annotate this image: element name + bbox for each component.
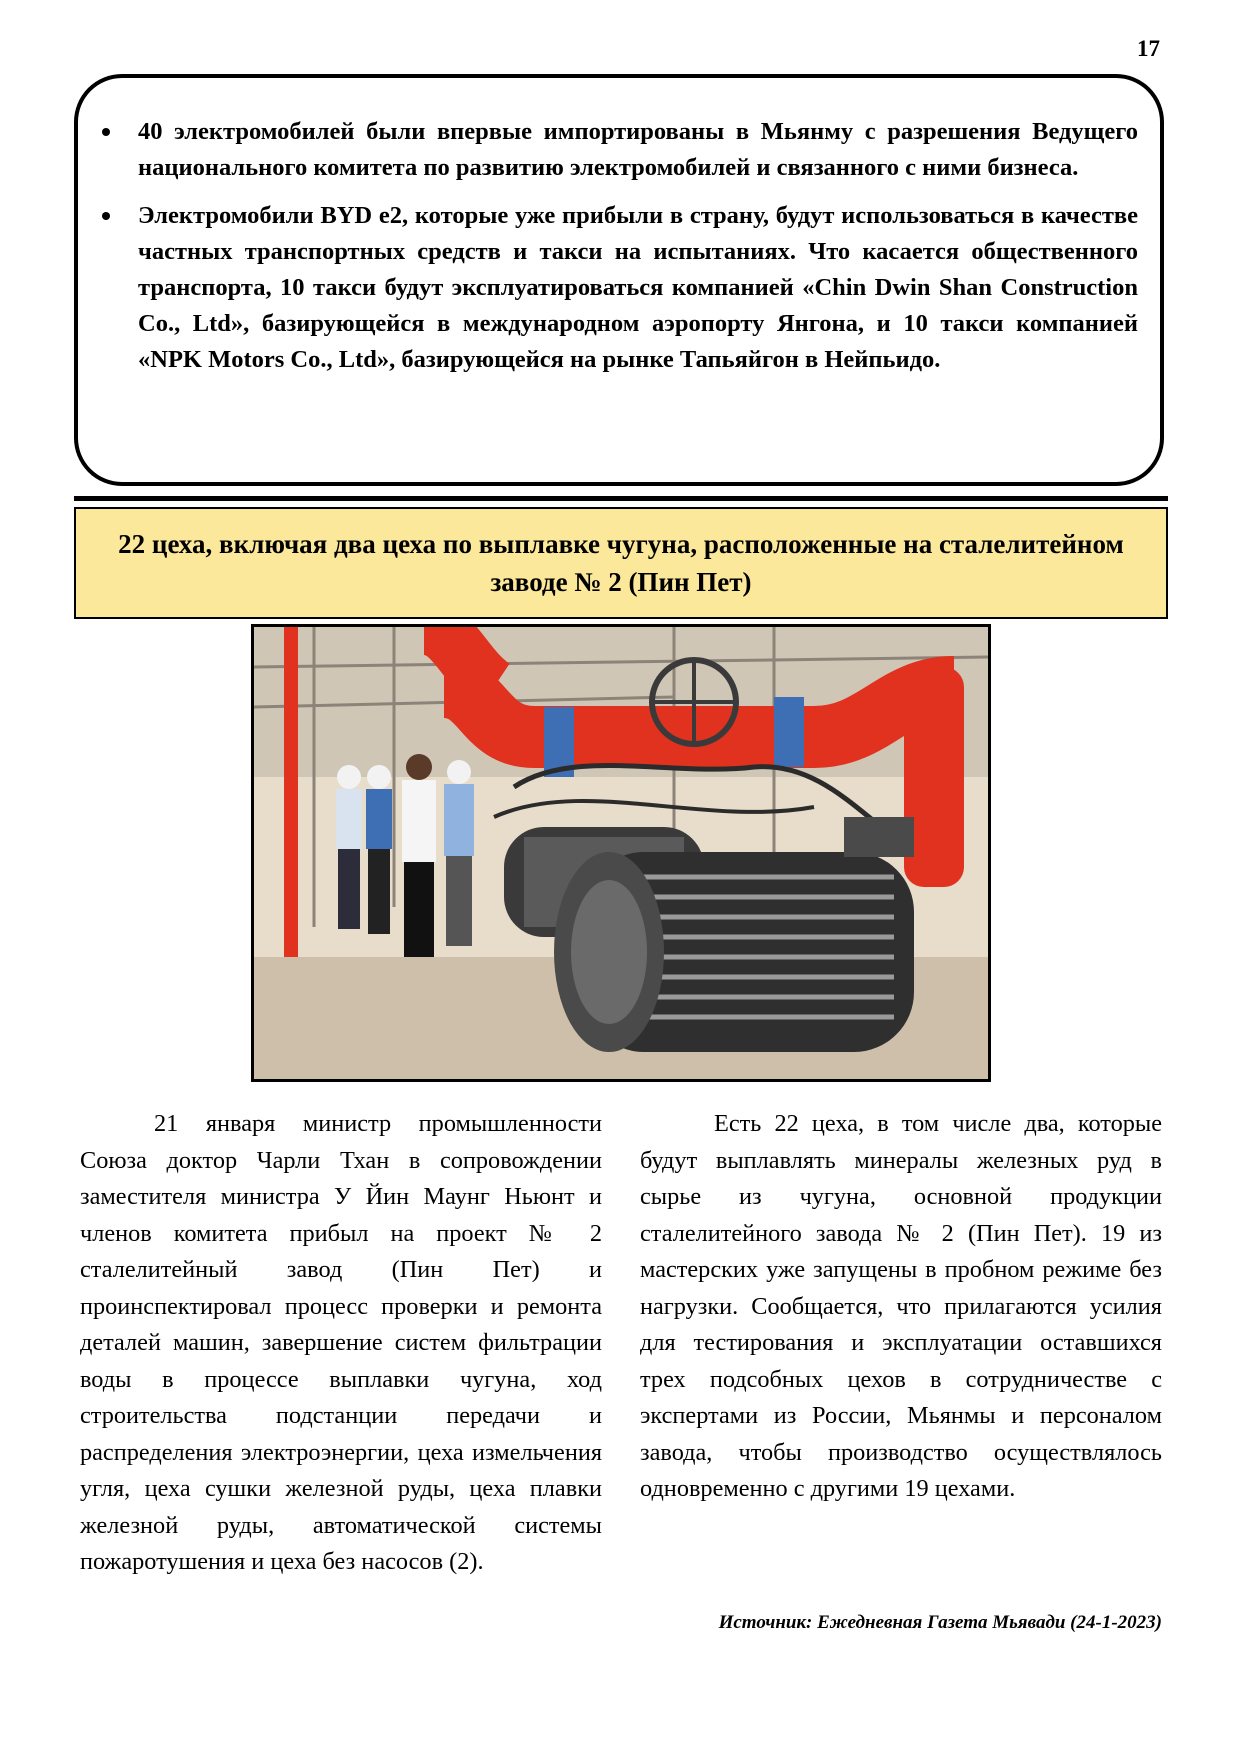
article-paragraph: Есть 22 цеха, в том числе два, которые будут выплавлять минералы железных руд в сырье из чугуна, основной продукции сталелитейного завода № 2 (Пин Пет). 19 из мастерских уже запущены в пробном режиме без нагрузки. Сообщается, что прилагаются усилия для тестирования и эксплуатации оставшихся трех подсобных цехов в сотрудничестве с экспертами из России, Мьянмы и персоналом завода, чтобы производство осуществлялось одновременно с другими 19 цехами. (640, 1110, 1162, 1502)
key-point-1 (138, 114, 1138, 186)
article-column-right (640, 1106, 1162, 1508)
section-divider (74, 496, 1168, 501)
key-points-list (138, 114, 1138, 378)
key-point-text: Электромобили BYD e2, которые уже прибыли в страну, будут использоваться в качестве частных транспортных средств и такси на испытаниях. Что касается общественного транспорта, 10 такси будут эксплуатироваться компанией «Chin Dwin Shan Construction Co., Ltd», базирующейся в международном аэропорту Янгона, и 10 такси компанией «NPK Motors Co., Ltd», базирующейся на рынке Тапьяйгон в Нейпьидо. (138, 202, 1138, 373)
article-paragraph: 21 января министр промышленности Союза доктор Чарли Тхан в сопровождении заместителя министра У Йин Маунг Ньюнт и членов комитета прибыл на проект № 2 сталелитейный завод (Пин Пет) и проинспектировал процесс проверки и ремонта деталей машин, завершение систем фильтрации воды в процессе выплавки чугуна, ход строительства подстанции передачи и распределения электроэнергии, цеха измельчения угля, цеха сушки железной руды, цеха плавки железной руды, автоматической системы пожаротушения и цеха без насосов (2). (80, 1110, 602, 1575)
source-credit: Источник: Ежедневная Газета Мьявади (24-1-2023) (718, 1612, 1162, 1633)
page-number: 17 (1137, 36, 1160, 61)
key-point-2 (138, 198, 1138, 378)
bullet-dot-icon (102, 128, 110, 136)
factory-inspection-illustration (254, 627, 988, 1079)
key-points-box (74, 74, 1164, 486)
factory-photo (251, 624, 991, 1082)
bullet-dot-icon (102, 212, 110, 220)
key-point-text: 40 электромобилей были впервые импортированы в Мьянму с разрешения Ведущего национального комитета по развитию электромобилей и связанного с ними бизнеса. (138, 118, 1138, 181)
article-headline: 22 цеха, включая два цеха по выплавке чугуна, расположенные на сталелитейном заводе № 2 (Пин Пет) (74, 507, 1168, 619)
article-column-left (80, 1106, 602, 1581)
